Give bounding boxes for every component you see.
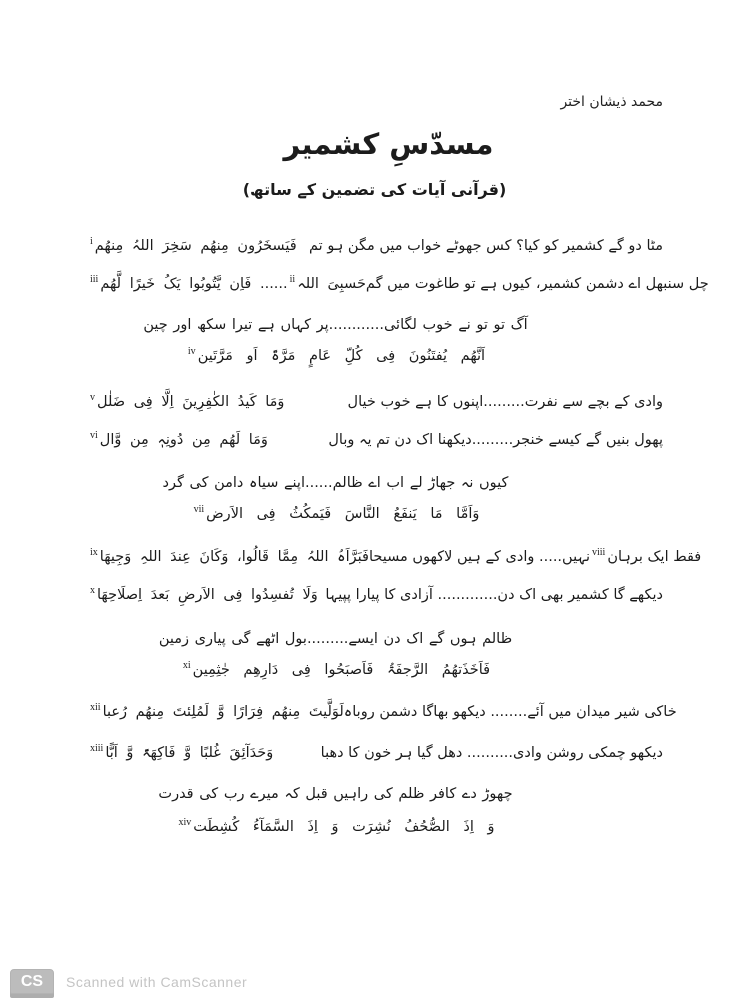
verse-line-9 (88, 547, 702, 565)
verse-line-3 (48, 317, 623, 333)
verse-line-1 (88, 238, 663, 254)
verse-text: آگ تو تو نے خوب لگائی............پر کہاں ہے تیرا سکھ اور چین (143, 317, 528, 333)
urdu-center-line (163, 475, 509, 491)
verse-line-8 (48, 506, 623, 522)
page-title: مسدّسِ کشمیر (283, 127, 494, 161)
urdu-hemistich (348, 394, 663, 410)
verse-line-11 (48, 631, 623, 647)
verse-text: ...... فَاِن یَّتُوبُوا یَکُ خَیرًا لَّھُم (100, 276, 288, 292)
arabic-hemistich (88, 238, 297, 254)
page-subtitle: (قرآنی آیات کی تضمین کے ساتھ) (242, 180, 507, 199)
verse-text: وَحَدَآئِقَ غُلبًا وَّ فَاکِھَۃً وَّ اَبًّا (105, 745, 274, 761)
verse-text: پھول بنیں گے کیسے خنجر.........دیکھنا اک دن تم یہ وبال (328, 432, 663, 448)
verse-line-10 (88, 587, 663, 603)
verse-line-7 (48, 475, 623, 491)
arabic-center-line (186, 348, 485, 364)
verse-text: اَنَّھُم یُفتَنُونَ فِی کُلِّ عَامٍ مَرَّۃً اَو مَرَّتَین (197, 348, 486, 364)
verse-text: مٹا دو گے کشمیر کو کیا؟ کس جھوٹے خواب میں مگن ہو تم (309, 238, 663, 254)
verse-text: فَیَسخَرُون مِنھُم سَخِرَ اللہُ مِنھُم (94, 238, 297, 254)
verse-line-5 (88, 394, 663, 410)
verse-text: لَوَلَّیتَ مِنھُم فِرَارًا وَّ لَمُلِئتَ مِنھُم رُعبا (102, 704, 344, 720)
verse-text: کیوں نہ جھاڑ لے اب اے ظالم......اپنے سیاہ دامن کی گرد (162, 475, 509, 491)
verse-line-13 (88, 702, 677, 720)
verse-line-16 (48, 819, 623, 835)
verse-line-14 (88, 745, 663, 761)
verse-text: وَمَا کَیدُ الکٰفِرِینَ اِلَّا فِی ضَلٰل (97, 394, 285, 410)
arabic-hemistich (88, 745, 273, 761)
arabic-hemistich (88, 549, 369, 565)
verse-text: چھوڑ دے کافر ظلم کی راہیں قبل کہ میرے رب کی قدرت (158, 786, 513, 802)
verse-text: وادی کے بچے سے نفرت.........اپنوں کا ہے خوب خیال (347, 394, 663, 410)
urdu-center-line (159, 631, 512, 647)
footnote-marker: iii (90, 274, 99, 286)
verse-text: فَبَرَّاَہُ اللہُ مِمَّا قَالُوا، وَکَانَ عِندَ اللہِ وَجِیھَا (99, 549, 369, 565)
verse-text: وَلَا تُفسِدُوا فِی الاَرضِ بَعدَ اِصلَاحِھَا (97, 587, 318, 603)
arabic-center-line (176, 819, 494, 835)
poem-body (88, 0, 709, 900)
verse-line-12 (48, 662, 623, 678)
verse-text: ظالم ہوں گے اک دن ایسے.........بول اٹھے گی پیاری زمین (158, 631, 513, 647)
footnote-marker: vii (193, 504, 205, 516)
footnote-marker: xi (182, 660, 191, 672)
verse-line-2 (88, 274, 709, 292)
footnote-marker: xii (90, 702, 101, 714)
arabic-hemistich (88, 587, 318, 603)
verse-text: دیکھے گا کشمیر بھی اک دن............. آزادی کا پیارا پپیہا (325, 587, 663, 603)
urdu-hemistich (321, 745, 663, 761)
verse-text: دیکھو چمکی روشن وادی.......... دھل گیا ہر خون کا دھبا (320, 745, 663, 761)
footnote-marker: ii (289, 274, 296, 286)
camscanner-logo-icon: CS (10, 969, 54, 994)
footnote-marker: xiii (90, 743, 104, 755)
verse-text: فَاَخَذَتھُمُ الرَّجفَۃُ فَاَصبَحُوا فِی دَارِھِم جٰثِمِین (192, 662, 491, 678)
verse-text: وَاَمَّا مَا یَنفَعُ النَّاسَ فَیَمکُثُ فِی الاَرض (206, 506, 480, 522)
verse-text: فقط ایک برہان (607, 549, 702, 565)
verse-text: خاکی شیر میدان میں آئے........ دیکھو بھاگا دشمن روباہ (343, 704, 677, 720)
camscanner-footer (10, 969, 247, 994)
footnote-marker: i (90, 236, 93, 248)
urdu-hemistich (309, 238, 663, 254)
footnote-marker: iv (187, 346, 196, 358)
verse-text: چل سنبھل اے دشمن کشمیر، کیوں ہے تو طاغوت میں گم (365, 276, 709, 292)
urdu-hemistich (328, 432, 663, 448)
arabic-hemistich (88, 432, 268, 448)
arabic-hemistich (88, 704, 344, 720)
footnote-marker: v (90, 392, 95, 404)
footnote-marker: vi (90, 430, 98, 442)
verse-text: حَسبِیَ اللہ (297, 276, 366, 292)
footnote-marker: xiv (178, 817, 192, 829)
urdu-hemistich (344, 704, 677, 720)
footnote-marker: viii (592, 547, 606, 559)
urdu-center-line (158, 786, 512, 802)
arabic-center-line (181, 662, 490, 678)
arabic-hemistich (88, 276, 366, 292)
verse-text: وَمَا لَھُم مِن دُونِہٖ مِن وَّال (99, 432, 268, 448)
arabic-hemistich (88, 394, 284, 410)
verse-line-4 (48, 348, 623, 364)
footnote-marker: x (90, 585, 95, 597)
urdu-hemistich (366, 276, 709, 292)
footnote-marker: ix (90, 547, 98, 559)
arabic-center-line (192, 506, 480, 522)
verse-line-6 (88, 432, 663, 448)
camscanner-watermark-text: Scanned with CamScanner (66, 973, 248, 990)
verse-line-15 (48, 786, 623, 802)
urdu-center-line (143, 317, 527, 333)
verse-text: وَ اِذَ الصُّحُفُ نُشِرَت وَ اِذَ السَّمَآءُ کُشِطَت (193, 819, 495, 835)
urdu-hemistich (325, 587, 663, 603)
author-name: محمد ذیشان اختر (560, 94, 663, 110)
urdu-hemistich (369, 549, 701, 565)
verse-text: نہیں..... وادی کے ہیں لاکھوں مسیحا (368, 549, 590, 565)
